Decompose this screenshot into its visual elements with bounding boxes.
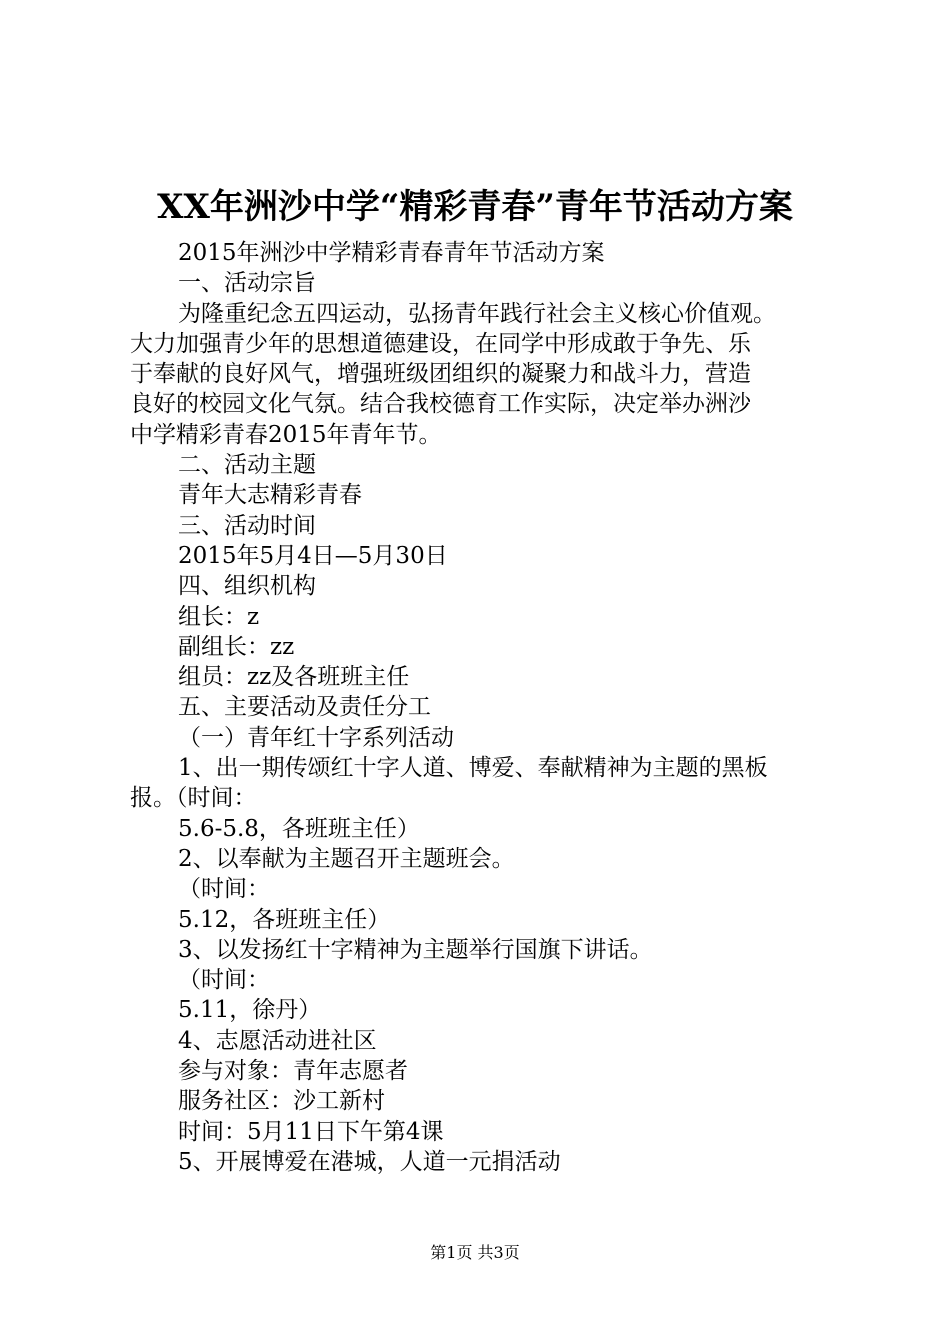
body-line: 青年大志精彩青春 xyxy=(178,482,362,509)
body-line: 报。（时间： xyxy=(130,785,257,812)
body-line: 为隆重纪念五四运动，弘扬青年践行社会主义核心价值观。 xyxy=(178,300,776,327)
body-line: 副组长：zz xyxy=(178,633,295,660)
body-line: 中学精彩青春2015年青年节。 xyxy=(130,421,442,448)
body-line: 大力加强青少年的思想道德建设，在同学中形成敢于争先、乐 xyxy=(130,330,751,357)
body-line: 5.11，徐丹） xyxy=(178,997,322,1024)
body-line: 4、志愿活动进社区 xyxy=(178,1027,377,1054)
body-line: 5.12，各班班主任） xyxy=(178,906,391,933)
body-line: 四、组织机构 xyxy=(178,573,316,600)
body-line: （时间： xyxy=(178,967,270,994)
body-line: 良好的校园文化气氛。结合我校德育工作实际，决定举办洲沙 xyxy=(130,391,751,418)
body-line: 1、出一期传颂红十字人道、博爱、奉献精神为主题的黑板 xyxy=(178,755,768,782)
body-line: 三、活动时间 xyxy=(178,512,316,539)
body-line: 2015年5月4日—5月30日 xyxy=(178,542,448,569)
body-line: 2、以奉献为主题召开主题班会。 xyxy=(178,845,515,872)
body-line: 参与对象：青年志愿者 xyxy=(178,1058,408,1085)
body-line: 二、活动主题 xyxy=(178,452,316,479)
body-line: 5、开展博爱在港城，人道一元捐活动 xyxy=(178,1148,561,1175)
body-line: 组长：z xyxy=(178,603,260,630)
document-body xyxy=(130,238,840,1177)
document-title: XX年洲沙中学“精彩青春”青年节活动方案 xyxy=(157,187,793,227)
body-line: 3、以发扬红十字精神为主题举行国旗下讲话。 xyxy=(178,936,653,963)
page-footer: 第1页 共3页 xyxy=(430,1243,520,1262)
body-line: （时间： xyxy=(178,876,270,903)
body-line: （一）青年红十字系列活动 xyxy=(178,724,454,751)
body-line: 时间：5月11日下午第4课 xyxy=(178,1118,444,1145)
body-line: 服务社区：沙工新村 xyxy=(178,1088,385,1115)
body-line: 5.6-5.8，各班班主任） xyxy=(178,815,420,842)
body-line: 五、主要活动及责任分工 xyxy=(178,694,431,721)
body-line: 于奉献的良好风气，增强班级团组织的凝聚力和战斗力，营造 xyxy=(130,361,751,388)
body-line: 一、活动宗旨 xyxy=(178,270,316,297)
body-line: 组员：zz及各班班主任 xyxy=(178,664,410,691)
body-line: 2015年洲沙中学精彩青春青年节活动方案 xyxy=(178,240,605,266)
